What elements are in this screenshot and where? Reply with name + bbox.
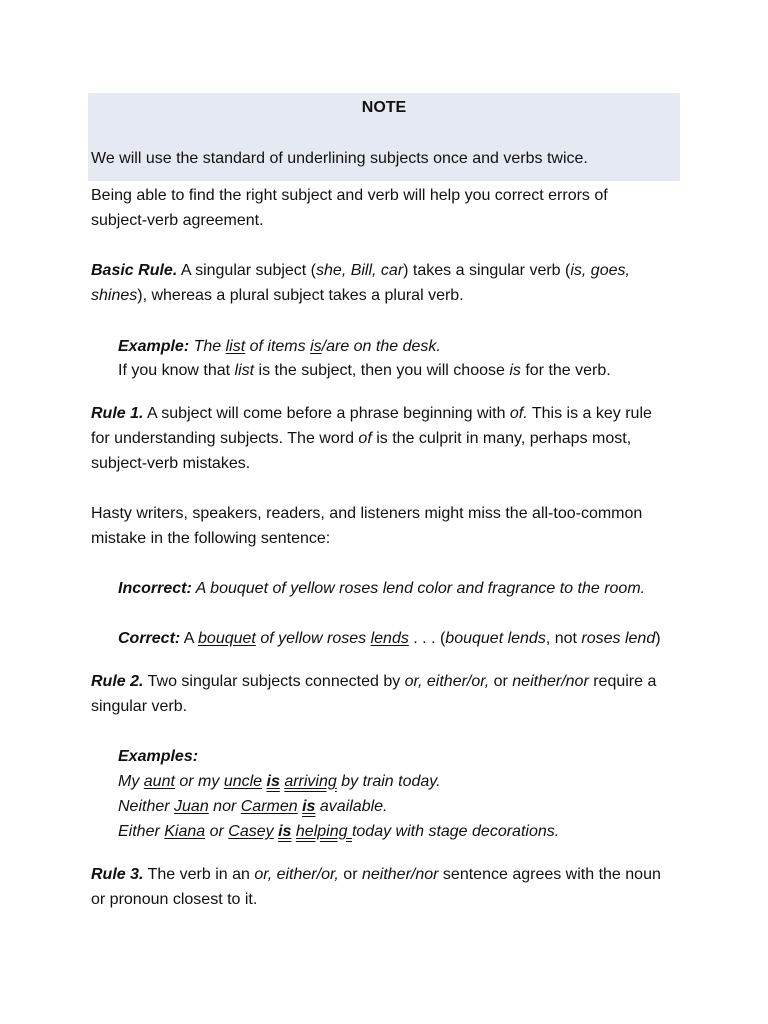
verb-underline: arriving [284,773,337,790]
subject-underline: list [225,338,246,355]
note-text: We will use the standard of underlining subjects once and verbs twice. [91,150,588,167]
verb-underline: lends [370,630,409,647]
rule-3-line-2: or pronoun closest to it. [91,891,258,908]
example-label: Example: [118,338,190,355]
incorrect-label: Incorrect: [118,580,192,597]
example-2-line-2: Neither Juan nor Carmen is available. [118,798,388,815]
subject-underline: Juan [174,798,209,815]
correct-example: Correct: A bouquet of yellow roses lends . . . (bouquet lends, not roses lend) [118,630,661,647]
rule-2-line-2: singular verb. [91,698,188,715]
rule-1-line-2: for understanding subjects. The word of is the culprit in many, perhaps most, [91,430,632,447]
rule-1-line-3: subject-verb mistakes. [91,455,251,472]
subject-underline: Kiana [164,823,206,840]
rule-1-line-1: Rule 1. A subject will come before a phrase beginning with of. This is a key rule [91,405,652,422]
basic-rule-line-1: Basic Rule. A singular subject (she, Bill, car) takes a singular verb (is, goes, [91,262,630,279]
subject-underline: Carmen [240,798,298,815]
verb-underline: is [278,823,292,840]
example-1-sentence: Example: The list of items is/are on the desk. [118,338,441,355]
correct-label: Correct: [118,630,181,647]
hasty-line-2: mistake in the following sentence: [91,530,331,547]
intro-line-2: subject-verb agreement. [91,212,264,229]
incorrect-example: Incorrect: A bouquet of yellow roses lend color and fragrance to the room. [118,580,646,597]
verb-underline: is [302,798,316,815]
example-1-explanation: If you know that list is the subject, then you will choose is for the verb. [118,362,611,379]
example-2-line-3: Either Kiana or Casey is helping today with stage decorations. [118,823,560,840]
rule-3-label: Rule 3. [91,866,144,883]
basic-rule-line-2: shines), whereas a plural subject takes a plural verb. [91,287,464,304]
rule-2-line-1: Rule 2. Two singular subjects connected by or, either/or, or neither/nor require a [91,673,657,690]
basic-rule-label: Basic Rule. [91,262,178,279]
subject-underline: uncle [223,773,263,790]
note-box [88,93,680,181]
verb-underline: is [310,338,322,355]
rule-3-line-1: Rule 3. The verb in an or, either/or, or neither/nor sentence agrees with the noun [91,866,661,883]
subject-underline: Casey [228,823,274,840]
verb-underline: helping [295,823,352,840]
rule-1-label: Rule 1. [91,405,144,422]
note-title: NOTE [361,99,407,116]
subject-underline: bouquet [198,630,256,647]
hasty-line-1: Hasty writers, speakers, readers, and listeners might miss the all-too-common [91,505,643,522]
example-2-line-1: My aunt or my uncle is arriving by train today. [118,773,441,790]
intro-line-1: Being able to find the right subject and verb will help you correct errors of [91,187,608,204]
verb-underline: is [266,773,280,790]
examples-label: Examples: [118,748,199,765]
rule-2-label: Rule 2. [91,673,144,690]
subject-underline: aunt [143,773,175,790]
